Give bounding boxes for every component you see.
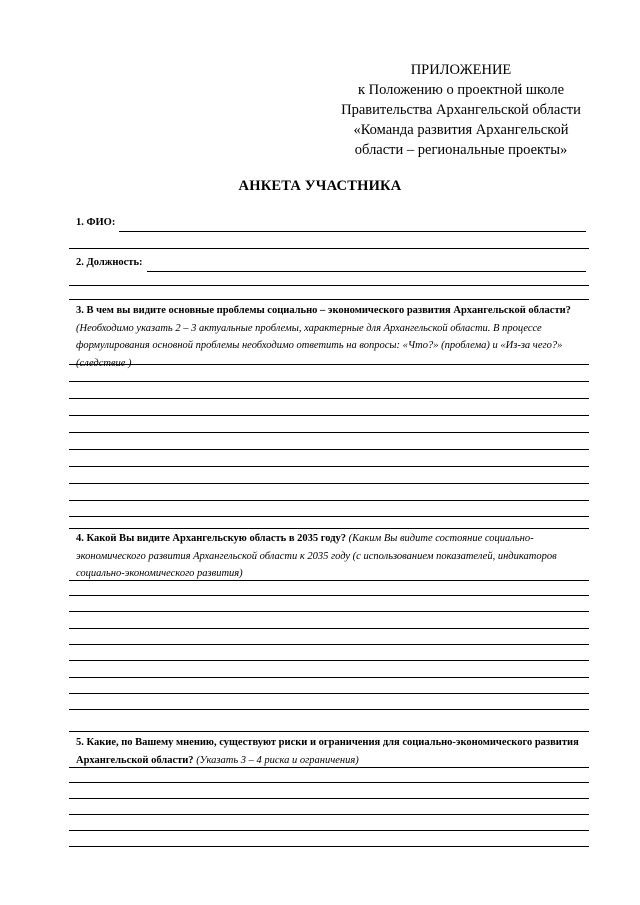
answer-line[interactable] — [69, 782, 589, 783]
appendix-line: области – региональные проекты» — [354, 142, 568, 158]
position-input-line[interactable] — [147, 258, 586, 272]
answer-line[interactable] — [69, 432, 589, 433]
answer-line[interactable] — [69, 285, 589, 286]
answer-line[interactable] — [69, 846, 589, 847]
answer-line[interactable] — [69, 798, 589, 799]
question-3-text: 3. В чем вы видите основные проблемы социально – экономического развития Архангельской области? — [76, 305, 571, 316]
answer-line[interactable] — [69, 660, 589, 661]
answer-line[interactable] — [69, 595, 589, 596]
answer-line[interactable] — [69, 248, 589, 249]
appendix-header — [320, 60, 602, 160]
question-4-text: 4. Какой Вы видите Архангельскую область в 2035 году? — [76, 533, 347, 544]
answer-line[interactable] — [69, 830, 589, 831]
answer-line[interactable] — [69, 528, 589, 529]
question-3 — [76, 302, 588, 372]
answer-line[interactable] — [69, 381, 589, 382]
question-4 — [76, 530, 588, 583]
appendix-line: Правительства Архангельской области — [341, 102, 581, 118]
answer-line[interactable] — [69, 767, 589, 768]
question-4-hint: (Каким Вы видите состояние социально-экономического развития Архангельской области к 2035 году (с использованием показателей, индикаторов социально-экономического развития) — [76, 533, 557, 579]
appendix-line: ПРИЛОЖЕНИЕ — [410, 62, 512, 78]
appendix-line: к Положению о проектной школе — [357, 82, 565, 98]
answer-line[interactable] — [69, 814, 589, 815]
answer-line[interactable] — [69, 677, 589, 678]
answer-line[interactable] — [69, 364, 589, 365]
answer-line[interactable] — [69, 299, 589, 300]
answer-line[interactable] — [69, 466, 589, 467]
appendix-line: «Команда развития Архангельской — [353, 122, 569, 138]
question-5-hint: (Указать 3 – 4 риска и ограничения) — [196, 754, 359, 766]
position-label: 2. Должность: — [76, 257, 143, 268]
question-5 — [76, 734, 588, 769]
answer-line[interactable] — [69, 709, 589, 710]
answer-line[interactable] — [69, 611, 589, 612]
page-title: АНКЕТА УЧАСТНИКА — [238, 178, 402, 194]
question-5-text: 5. Какие, по Вашему мнению, существуют риски и ограничения для социально-экономического развития Архангельской области? — [76, 737, 579, 766]
position-field — [76, 254, 586, 272]
fio-label: 1. ФИО: — [76, 217, 116, 228]
answer-line[interactable] — [69, 415, 589, 416]
fio-field — [76, 214, 586, 232]
answer-line[interactable] — [69, 644, 589, 645]
fio-input-line[interactable] — [119, 218, 586, 232]
question-3-hint: (Необходимо указать 2 – 3 актуальные проблемы, характерные для Архангельской области. В процессе формулирования основной проблемы необходимо ответить на вопросы: «Что?» (проблема) и «Из-за чего?» (следствие ) — [76, 322, 563, 369]
answer-line[interactable] — [69, 731, 589, 732]
answer-line[interactable] — [69, 449, 589, 450]
answer-line[interactable] — [69, 516, 589, 517]
answer-line[interactable] — [69, 483, 589, 484]
answer-line[interactable] — [69, 500, 589, 501]
answer-line[interactable] — [69, 693, 589, 694]
answer-line[interactable] — [69, 398, 589, 399]
answer-line[interactable] — [69, 628, 589, 629]
answer-line[interactable] — [69, 580, 589, 581]
